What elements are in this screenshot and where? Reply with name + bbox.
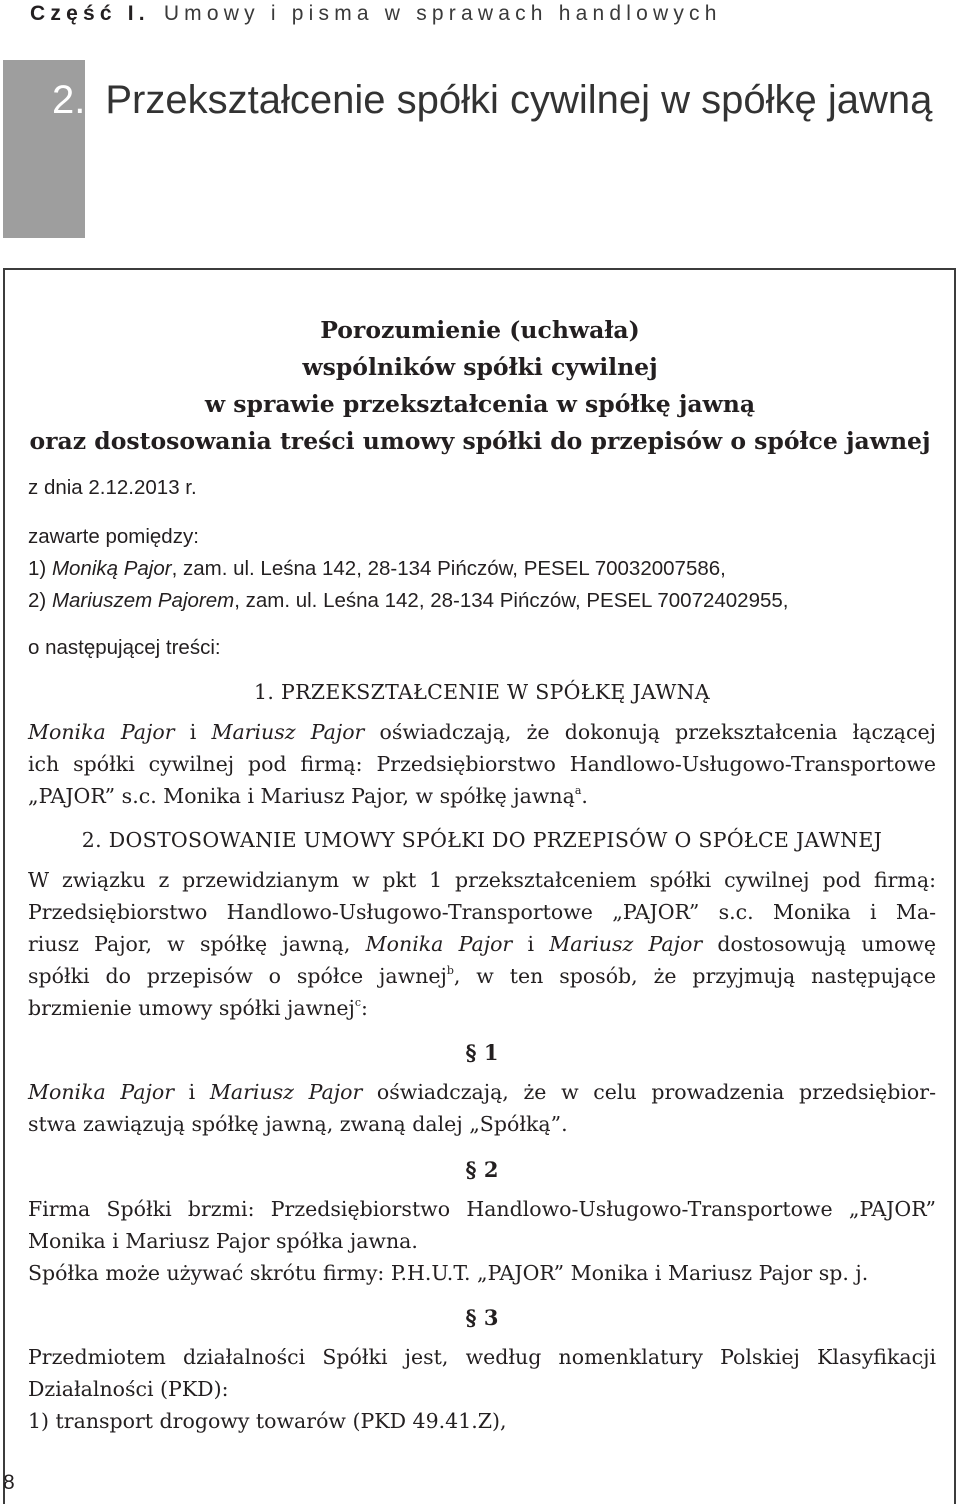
conjunction: i [512, 932, 550, 956]
paragraph-2-line: Spółka może używać skrótu firmy: P.H.U.T. „PAJOR” Monika i Mariusz Pajor sp. j. [28, 1261, 869, 1285]
person-name: Monika Pajor [28, 1080, 174, 1104]
conjunction: i [174, 720, 212, 744]
paragraph-1-line: stwa zawiązują spółkę jawną, zwaną dalej „Spółką”. [28, 1112, 568, 1136]
following-content: o następującej treści: [28, 636, 221, 659]
section-title-text: Przekształcenie spółki cywilnej w spółkę jawną [105, 78, 933, 122]
paragraph-3-line: Działalności (PKD): [28, 1377, 229, 1401]
header-part: Część I. [30, 2, 150, 25]
clause-2-line [28, 996, 368, 1020]
paragraph-2-line: Firma Spółki brzmi: Przedsiębiorstwo Handlowo-Usługowo-Transportowe „PAJOR” [28, 1197, 936, 1221]
person-name: Mariusz Pajor [209, 1080, 363, 1104]
clause-1-line: ich spółki cywilnej pod firmą: Przedsiębiorstwo Handlowo-Usługowo-Transportowe [28, 752, 936, 776]
document-title-line: Porozumienie (uchwała) [320, 316, 640, 344]
clause-2-line [28, 932, 936, 956]
header-subtitle: Umowy i pisma w sprawach handlowych [163, 2, 722, 25]
section-title [52, 78, 932, 123]
party-1-name: Moniką Pajor [51, 557, 172, 580]
paragraph-1-heading: § 1 [465, 1040, 499, 1065]
clause-2-line [28, 964, 936, 988]
clause-text: riusz Pajor, w spółkę jawną, [28, 932, 366, 956]
concluded-between: zawarte pomiędzy: [28, 525, 199, 548]
clause-text: „PAJOR” s.c. Monika i Mariusz Pajor, w spółkę jawną [28, 784, 575, 808]
clause-text: . [581, 784, 588, 808]
conjunction: i [174, 1080, 210, 1104]
footnote-ref: b [446, 964, 454, 977]
paragraph-3-line: Przedmiotem działalności Spółki jest, według nomenklatury Polskiej Klasyfikacji [28, 1345, 936, 1369]
clause-1-heading: 1. PRZEKSZTAŁCENIE W SPÓŁKĘ JAWNĄ [254, 680, 710, 704]
person-name: Monika Pajor [28, 720, 175, 744]
document-title-line: w sprawie przekształcenia w spółkę jawną [204, 390, 756, 418]
clause-2-line: Przedsiębiorstwo Handlowo-Usługowo-Transportowe „PAJOR” s.c. Monika i Ma- [28, 900, 936, 924]
paragraph-3-heading: § 3 [465, 1305, 499, 1330]
document-title [0, 312, 960, 460]
clause-2-heading: 2. DOSTOSOWANIE UMOWY SPÓŁKI DO PRZEPISÓW O SPÓŁCE JAWNEJ [81, 828, 883, 852]
paragraph-2-line: Monika i Mariusz Pajor spółka jawna. [28, 1229, 418, 1253]
paragraph-1-line [28, 1080, 936, 1104]
person-name: Monika Pajor [365, 932, 513, 956]
section-number: 2. [52, 78, 86, 122]
footnote-ref: a [574, 784, 582, 797]
clause-1-line [28, 720, 936, 744]
party-2-prefix: 2) [28, 589, 52, 612]
clause-text: oświadczają, że dokonują przekształcenia łączącej [364, 720, 936, 744]
person-name: Mariusz Pajor [211, 720, 365, 744]
running-header [30, 2, 722, 26]
clause-1-line [28, 784, 588, 808]
party-2 [28, 589, 788, 613]
paragraph-3-line: 1) transport drogowy towarów (PKD 49.41.Z), [28, 1409, 507, 1433]
party-1-details: , zam. ul. Leśna 142, 28-134 Pińczów, PESEL 70032007586, [171, 557, 726, 580]
clause-text: brzmienie umowy spółki jawnej [28, 996, 355, 1020]
paragraph-2-heading: § 2 [465, 1157, 499, 1182]
clause-2-line: W związku z przewidzianym w pkt 1 przekształceniem spółki cywilnej pod firmą: [28, 868, 936, 892]
party-2-name: Mariuszem Pajorem [51, 589, 235, 612]
party-1-prefix: 1) [28, 557, 52, 580]
party-2-details: , zam. ul. Leśna 142, 28-134 Pińczów, PESEL 70072402955, [234, 589, 789, 612]
footnote-ref: c [354, 996, 362, 1009]
page-number: 8 [3, 1471, 15, 1494]
party-1 [28, 557, 726, 581]
date-line: z dnia 2.12.2013 r. [28, 476, 197, 499]
clause-text: : [361, 996, 368, 1020]
clause-text: spółki do przepisów o spółce jawnej [28, 964, 447, 988]
document-title-line: oraz dostosowania treści umowy spółki do przepisów o spółce jawnej [29, 427, 931, 455]
document-title-line: wspólników spółki cywilnej [302, 353, 658, 381]
clause-text: oświadczają, że w celu prowadzenia przedsiębior- [362, 1080, 936, 1104]
clause-text: , w ten sposób, że przyjmują następujące [453, 964, 936, 988]
person-name: Mariusz Pajor [549, 932, 703, 956]
clause-text: dostosowują umowę [702, 932, 937, 956]
